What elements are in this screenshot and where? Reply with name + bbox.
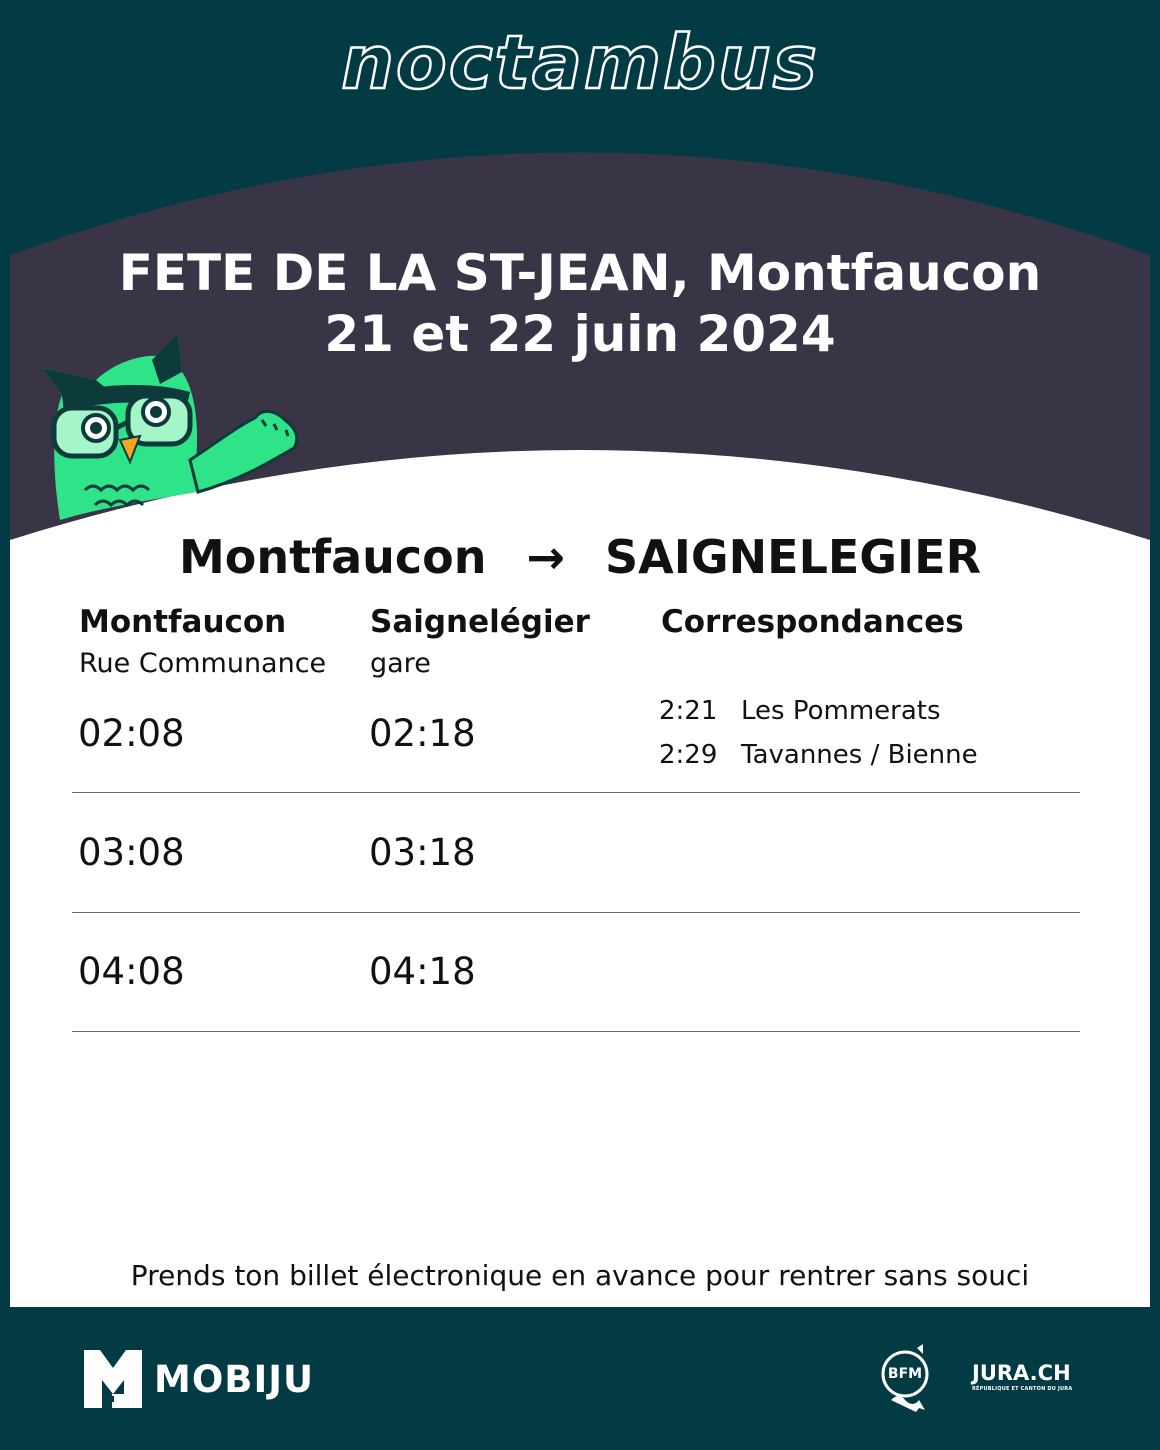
row-divider xyxy=(72,912,1080,913)
arrival-time: 04:18 xyxy=(369,950,476,993)
ticket-note: Prends ton billet électronique en avance pour rentrer sans souci xyxy=(130,1259,1030,1292)
row-divider xyxy=(72,792,1080,793)
column-header-arrival: Saignelégier xyxy=(370,604,590,640)
mobiju-logo xyxy=(84,1350,314,1408)
route-from: Montfaucon xyxy=(178,530,487,584)
route-heading xyxy=(0,530,1160,584)
connection-item xyxy=(659,696,941,726)
mobiju-label: MOBIJU xyxy=(154,1357,315,1401)
departure-time: 03:08 xyxy=(78,831,185,874)
connection-destination: Les Pommerats xyxy=(741,696,941,726)
departure-time: 02:08 xyxy=(78,712,185,755)
arrow-right-icon: → xyxy=(526,530,566,584)
connection-item xyxy=(659,740,978,770)
event-title: FETE DE LA ST-JEAN, Montfaucon xyxy=(118,244,1042,302)
connection-destination: Tavannes / Bienne xyxy=(741,740,978,770)
bfm-seal-logo xyxy=(877,1344,933,1412)
connection-time: 2:29 xyxy=(659,740,718,770)
row-divider xyxy=(72,1031,1080,1032)
jura-subtitle: RÉPUBLIQUE ET CANTON DU JURA xyxy=(972,1386,1073,1392)
arrival-time: 02:18 xyxy=(369,712,476,755)
connection-time: 2:21 xyxy=(659,696,718,726)
jura-logo xyxy=(972,1362,1072,1392)
bfm-label: BFM xyxy=(887,1366,923,1382)
column-sub-arrival: gare xyxy=(370,648,431,679)
column-sub-departure: Rue Communance xyxy=(79,648,327,679)
mobiju-m-logo xyxy=(84,1350,142,1408)
route-to: SAIGNELEGIER xyxy=(605,530,982,584)
noctambus-logo: noctambus xyxy=(341,20,819,106)
jura-label: JURA.CH xyxy=(972,1361,1071,1385)
event-dates: 21 et 22 juin 2024 xyxy=(324,305,836,363)
column-header-departure: Montfaucon xyxy=(79,604,287,640)
arrival-time: 03:18 xyxy=(369,831,476,874)
column-header-connections: Correspondances xyxy=(661,604,964,640)
departure-time: 04:08 xyxy=(78,950,185,993)
